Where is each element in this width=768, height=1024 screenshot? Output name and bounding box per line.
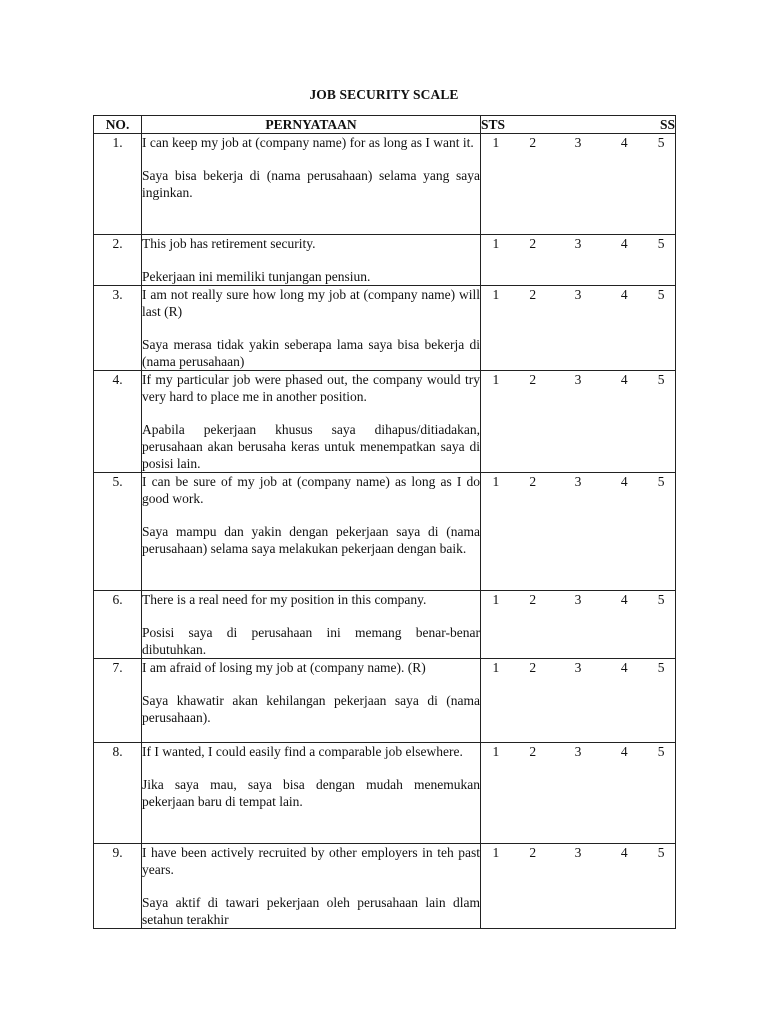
- item-number: 9.: [94, 844, 142, 929]
- scale-option-1[interactable]: 1: [492, 135, 500, 150]
- statement-english: This job has retirement security.: [142, 236, 316, 251]
- statement-indonesian: Saya merasa tidak yakin seberapa lama saya bisa bekerja di (nama perusahaan): [142, 337, 480, 369]
- scale-option-1[interactable]: 1: [492, 236, 500, 251]
- item-number: 2.: [94, 235, 142, 286]
- scale-option-3[interactable]: 3: [574, 660, 582, 675]
- scale-option-2[interactable]: 2: [529, 744, 537, 759]
- scale-option-2[interactable]: 2: [529, 135, 537, 150]
- scale-option-5[interactable]: 5: [657, 372, 665, 387]
- scale-option-4[interactable]: 4: [620, 845, 628, 860]
- header-scale-right: SS: [659, 117, 675, 132]
- table-row: [94, 844, 676, 929]
- scale-options: [481, 371, 675, 388]
- statement-indonesian: Saya bisa bekerja di (nama perusahaan) selama yang saya inginkan.: [142, 168, 480, 200]
- scale-option-4[interactable]: 4: [620, 474, 628, 489]
- scale-option-4[interactable]: 4: [620, 592, 628, 607]
- statement-indonesian: Pekerjaan ini memiliki tunjangan pensiun.: [142, 269, 371, 284]
- item-number: 8.: [94, 743, 142, 844]
- scale-option-1[interactable]: 1: [492, 372, 500, 387]
- scale-option-1[interactable]: 1: [492, 845, 500, 860]
- statement-indonesian: Saya khawatir akan kehilangan pekerjaan saya di (nama perusahaan).: [142, 693, 480, 725]
- scale-option-2[interactable]: 2: [529, 660, 537, 675]
- item-statement: [142, 659, 481, 743]
- scale-options: [481, 235, 675, 252]
- scale-option-5[interactable]: 5: [657, 287, 665, 302]
- item-statement: [142, 844, 481, 929]
- table-header-row: [94, 116, 676, 134]
- item-statement: [142, 286, 481, 371]
- scale-options: [481, 591, 675, 608]
- scale-option-5[interactable]: 5: [657, 744, 665, 759]
- statement-indonesian: Apabila pekerjaan khusus saya dihapus/ditiadakan, perusahaan akan berusaha keras untuk menempatkan saya di posisi lain.: [142, 422, 480, 471]
- scale-option-4[interactable]: 4: [620, 135, 628, 150]
- job-security-table: [93, 115, 676, 929]
- item-scale: [481, 591, 676, 659]
- item-scale: [481, 844, 676, 929]
- scale-option-1[interactable]: 1: [492, 660, 500, 675]
- scale-option-5[interactable]: 5: [657, 236, 665, 251]
- scale-option-3[interactable]: 3: [574, 236, 582, 251]
- item-number: 1.: [94, 134, 142, 235]
- table-row: [94, 371, 676, 473]
- scale-option-3[interactable]: 3: [574, 474, 582, 489]
- scale-option-3[interactable]: 3: [574, 592, 582, 607]
- scale-option-1[interactable]: 1: [492, 744, 500, 759]
- scale-option-5[interactable]: 5: [657, 592, 665, 607]
- scale-options: [481, 743, 675, 760]
- scale-option-2[interactable]: 2: [529, 592, 537, 607]
- item-number: 5.: [94, 473, 142, 591]
- scale-option-3[interactable]: 3: [574, 372, 582, 387]
- table-row: [94, 473, 676, 591]
- item-scale: [481, 659, 676, 743]
- item-scale: [481, 235, 676, 286]
- scale-option-2[interactable]: 2: [529, 474, 537, 489]
- statement-indonesian: Saya mampu dan yakin dengan pekerjaan saya di (nama perusahaan) selama saya melakukan pekerjaan dengan baik.: [142, 524, 480, 556]
- item-scale: [481, 473, 676, 591]
- item-statement: [142, 743, 481, 844]
- document-title: JOB SECURITY SCALE: [309, 87, 459, 102]
- statement-english: I am not really sure how long my job at (company name) will last (R): [142, 287, 480, 319]
- scale-option-4[interactable]: 4: [620, 236, 628, 251]
- scale-option-3[interactable]: 3: [574, 287, 582, 302]
- header-scale: [481, 116, 676, 134]
- scale-options: [481, 659, 675, 676]
- scale-option-5[interactable]: 5: [657, 845, 665, 860]
- scale-options: [481, 473, 675, 490]
- scale-options: [481, 134, 675, 151]
- header-statement: PERNYATAAN: [142, 116, 481, 134]
- header-scale-left: STS: [481, 117, 506, 132]
- scale-option-5[interactable]: 5: [657, 474, 665, 489]
- scale-options: [481, 844, 675, 861]
- statement-indonesian: Jika saya mau, saya bisa dengan mudah menemukan pekerjaan baru di tempat lain.: [142, 777, 480, 809]
- item-number: 7.: [94, 659, 142, 743]
- scale-option-1[interactable]: 1: [492, 474, 500, 489]
- item-scale: [481, 134, 676, 235]
- item-scale: [481, 286, 676, 371]
- table-row: [94, 743, 676, 844]
- item-scale: [481, 371, 676, 473]
- table-row: [94, 286, 676, 371]
- scale-option-2[interactable]: 2: [529, 845, 537, 860]
- table-body: [94, 134, 676, 929]
- scale-options: [481, 286, 675, 303]
- scale-option-4[interactable]: 4: [620, 744, 628, 759]
- scale-option-3[interactable]: 3: [574, 845, 582, 860]
- statement-indonesian: Saya aktif di tawari pekerjaan oleh perusahaan lain dlam setahun terakhir: [142, 895, 480, 927]
- item-statement: [142, 371, 481, 473]
- table-row: [94, 591, 676, 659]
- item-statement: [142, 591, 481, 659]
- table-row: [94, 659, 676, 743]
- scale-option-1[interactable]: 1: [492, 287, 500, 302]
- scale-option-4[interactable]: 4: [620, 287, 628, 302]
- table-row: [94, 134, 676, 235]
- statement-indonesian: Posisi saya di perusahaan ini memang benar-benar dibutuhkan.: [142, 625, 480, 657]
- statement-english: I have been actively recruited by other employers in teh past years.: [142, 845, 480, 877]
- scale-option-5[interactable]: 5: [657, 135, 665, 150]
- statement-english: I am afraid of losing my job at (company name). (R): [142, 660, 426, 675]
- scale-option-3[interactable]: 3: [574, 744, 582, 759]
- item-statement: [142, 134, 481, 235]
- statement-english: I can keep my job at (company name) for as long as I want it.: [142, 135, 474, 150]
- scale-option-3[interactable]: 3: [574, 135, 582, 150]
- table-row: [94, 235, 676, 286]
- item-number: 6.: [94, 591, 142, 659]
- scale-option-2[interactable]: 2: [529, 372, 537, 387]
- statement-english: I can be sure of my job at (company name) as long as I do good work.: [142, 474, 480, 506]
- statement-english: If my particular job were phased out, the company would try very hard to place me in another position.: [142, 372, 480, 404]
- statement-english: If I wanted, I could easily find a comparable job elsewhere.: [142, 744, 463, 759]
- scale-option-2[interactable]: 2: [529, 287, 537, 302]
- item-scale: [481, 743, 676, 844]
- item-number: 4.: [94, 371, 142, 473]
- scale-option-4[interactable]: 4: [620, 372, 628, 387]
- scale-option-2[interactable]: 2: [529, 236, 537, 251]
- scale-option-1[interactable]: 1: [492, 592, 500, 607]
- item-statement: [142, 235, 481, 286]
- item-number: 3.: [94, 286, 142, 371]
- header-no: NO.: [94, 116, 142, 134]
- scale-option-5[interactable]: 5: [657, 660, 665, 675]
- statement-english: There is a real need for my position in this company.: [142, 592, 427, 607]
- item-statement: [142, 473, 481, 591]
- scale-option-4[interactable]: 4: [620, 660, 628, 675]
